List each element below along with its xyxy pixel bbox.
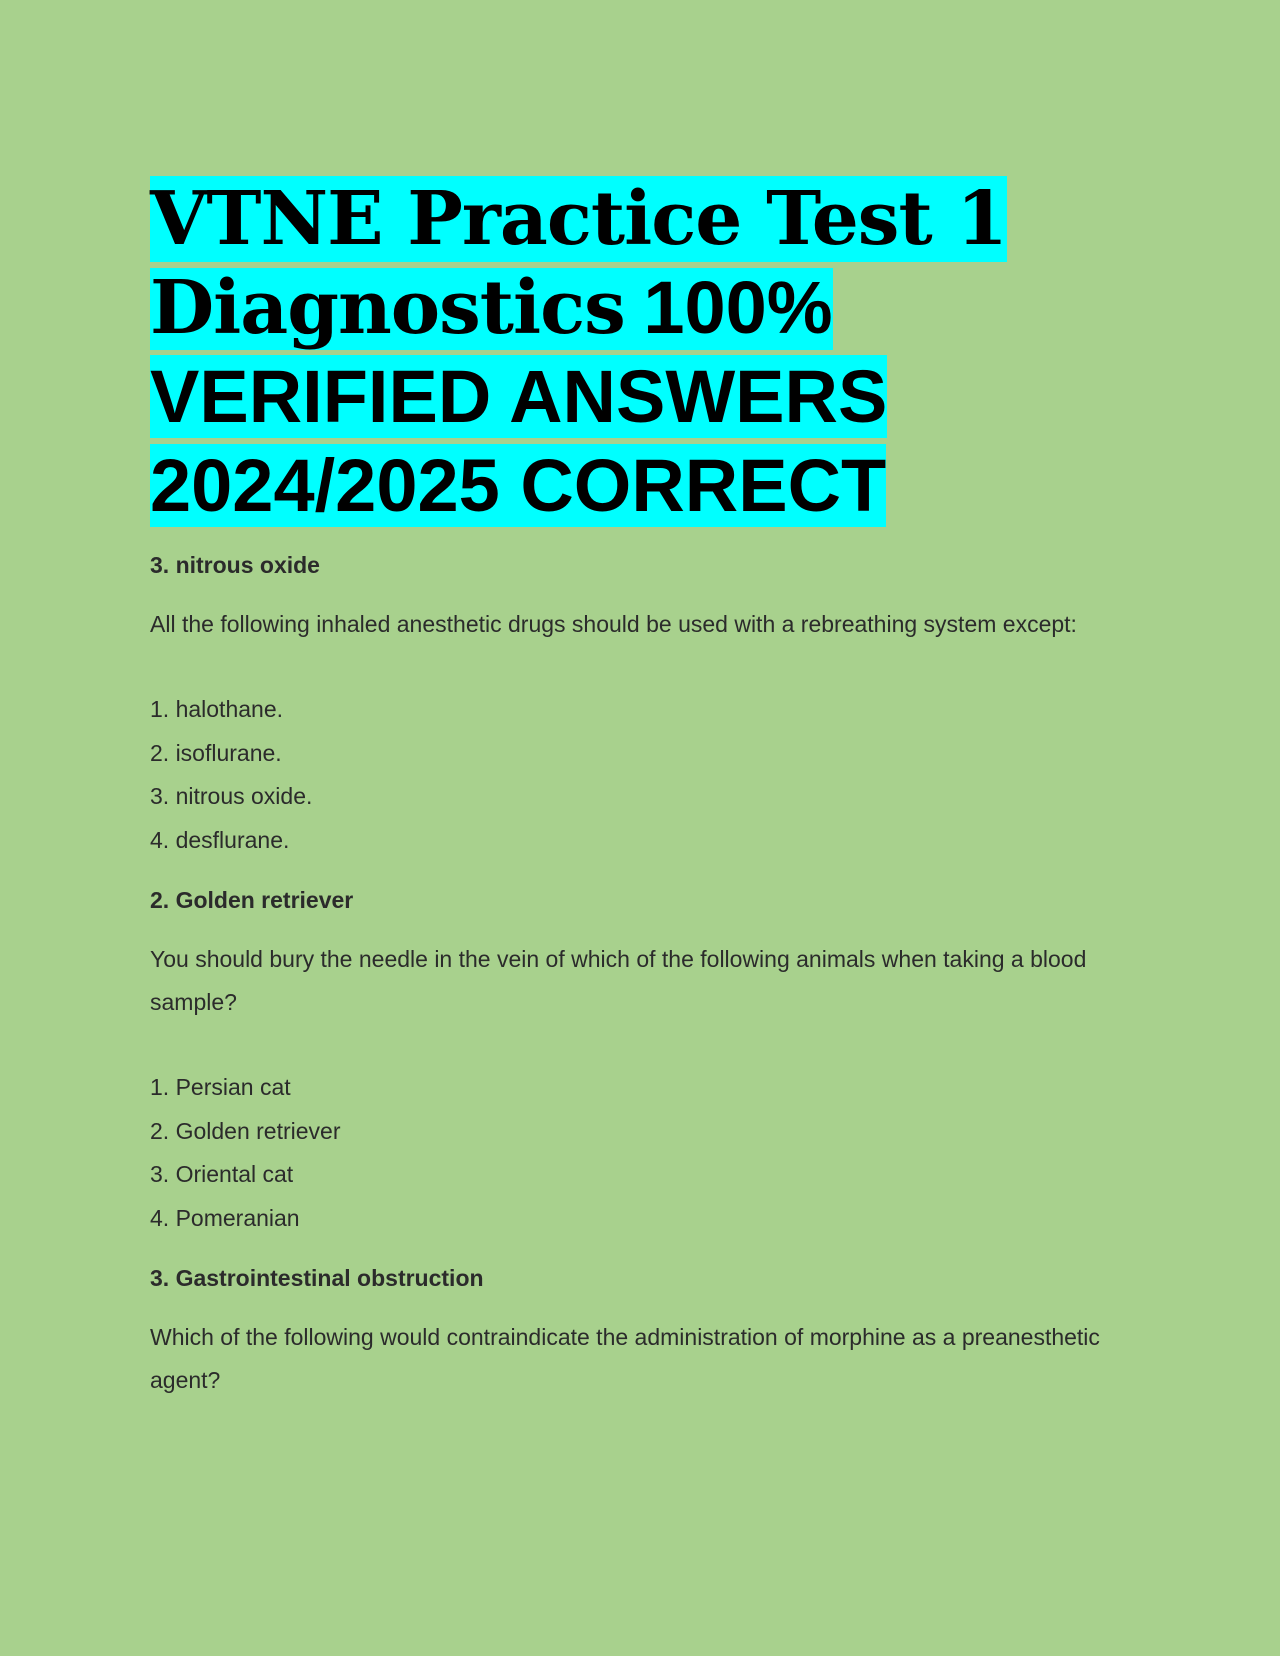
- title-line-2-sans: 100%: [643, 266, 833, 349]
- title-line-1: VTNE Practice Test 1: [150, 176, 1007, 262]
- qa-item-2: [150, 884, 1130, 1240]
- option-item: 3. nitrous oxide.: [150, 783, 313, 809]
- option-item: 1. halothane.: [150, 696, 284, 722]
- question-text: All the following inhaled anesthetic drugs should be used with a rebreathing system except:: [150, 611, 1077, 637]
- title-line-4: 2024/2025 CORRECT: [150, 444, 887, 527]
- option-item: 3. Oriental cat: [150, 1161, 294, 1187]
- answer-heading: 2. Golden retriever: [150, 887, 354, 913]
- options-list: [150, 1066, 1130, 1240]
- answer-heading: 3. Gastrointestinal obstruction: [150, 1265, 484, 1291]
- page-title: [150, 176, 1130, 531]
- question-text: You should bury the needle in the vein of which of the following animals when taking a blood sample?: [150, 946, 1087, 1015]
- document-page: [150, 176, 1130, 1444]
- title-line-2-serif: Diagnostics: [150, 265, 625, 351]
- qa-item-1: [150, 549, 1130, 862]
- option-item: 4. desflurane.: [150, 826, 290, 853]
- title-line-3: VERIFIED ANSWERS: [150, 355, 888, 438]
- option-item: 2. isoflurane.: [150, 739, 282, 766]
- title-line-2: [150, 265, 833, 351]
- qa-item-3: [150, 1262, 1130, 1402]
- option-item: 4. Pomeranian: [150, 1204, 300, 1231]
- options-list: [150, 688, 1130, 862]
- option-item: 1. Persian cat: [150, 1074, 291, 1100]
- question-text: Which of the following would contraindicate the administration of morphine as a preanesthetic agent?: [150, 1324, 1100, 1393]
- option-item: 2. Golden retriever: [150, 1117, 341, 1144]
- answer-heading: 3. nitrous oxide: [150, 552, 320, 578]
